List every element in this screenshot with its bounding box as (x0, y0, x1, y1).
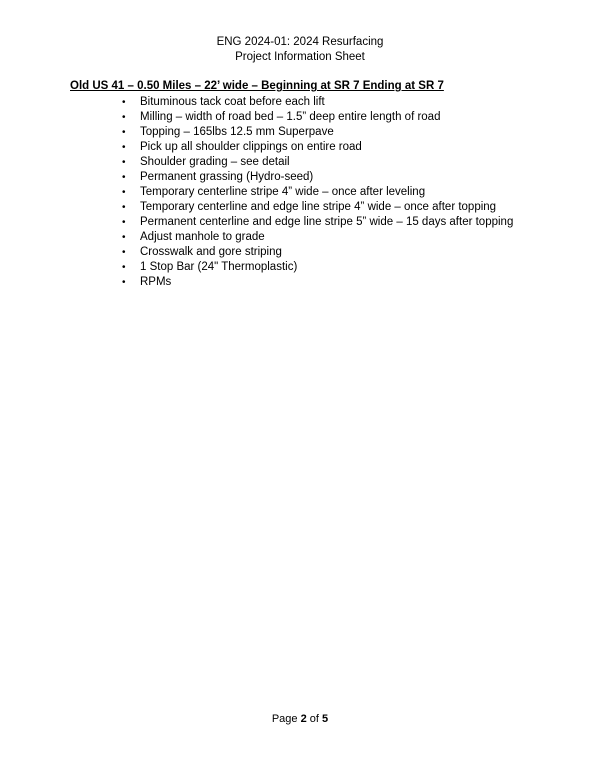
list-item (122, 110, 570, 125)
list-item-text: Bituminous tack coat before each lift (140, 96, 325, 108)
bullet-icon: • (122, 262, 126, 273)
list-item-text: Topping – 165lbs 12.5 mm Superpave (140, 126, 334, 138)
bullet-icon: • (122, 172, 126, 183)
bullet-list (70, 95, 570, 290)
bullet-icon: • (122, 157, 126, 168)
list-item (122, 155, 570, 170)
list-item-text: Shoulder grading – see detail (140, 156, 290, 168)
list-item (122, 215, 570, 230)
list-item-text: RPMs (140, 276, 172, 288)
list-item (122, 245, 570, 260)
list-item-text: Permanent grassing (Hydro-seed) (140, 171, 314, 183)
list-item-text: Permanent centerline and edge line stripe 5” wide – 15 days after topping (140, 216, 514, 228)
list-item-text: Temporary centerline stripe 4” wide – once after leveling (140, 186, 426, 198)
list-item (122, 230, 570, 245)
list-item-text: Temporary centerline and edge line stripe 4” wide – once after topping (140, 201, 497, 213)
page-total: 5 (322, 713, 329, 725)
list-item (122, 185, 570, 200)
list-item (122, 200, 570, 215)
project-section (70, 79, 570, 290)
bullet-icon: • (122, 247, 126, 258)
list-item (122, 170, 570, 185)
bullet-icon: • (122, 127, 126, 138)
bullet-icon: • (122, 112, 126, 123)
page-current: 2 (300, 713, 307, 725)
list-item-text: Milling – width of road bed – 1.5” deep entire length of road (140, 111, 441, 123)
list-item-text: Crosswalk and gore striping (140, 246, 282, 258)
list-item (122, 125, 570, 140)
bullet-icon: • (122, 217, 126, 228)
list-item-text: Adjust manhole to grade (140, 231, 265, 243)
bullet-icon: • (122, 97, 126, 108)
header-subtitle: Project Information Sheet (235, 51, 365, 63)
bullet-icon: • (122, 187, 126, 198)
page-label: Page (271, 713, 298, 725)
header-title: ENG 2024-01: 2024 Resurfacing (216, 36, 384, 48)
bullet-icon: • (122, 232, 126, 243)
document-header (0, 35, 600, 65)
bullet-icon: • (122, 142, 126, 153)
list-item-text: 1 Stop Bar (24" Thermoplastic) (140, 261, 298, 273)
page-footer (0, 712, 600, 726)
list-item (122, 95, 570, 110)
section-title: Old US 41 – 0.50 Miles – 22’ wide – Beginning at SR 7 Ending at SR 7 (70, 80, 444, 92)
page-of-label: of (309, 713, 319, 725)
list-item-text: Pick up all shoulder clippings on entire road (140, 141, 362, 153)
list-item (122, 260, 570, 275)
list-item (122, 275, 570, 290)
bullet-icon: • (122, 202, 126, 213)
bullet-icon: • (122, 277, 126, 288)
list-item (122, 140, 570, 155)
